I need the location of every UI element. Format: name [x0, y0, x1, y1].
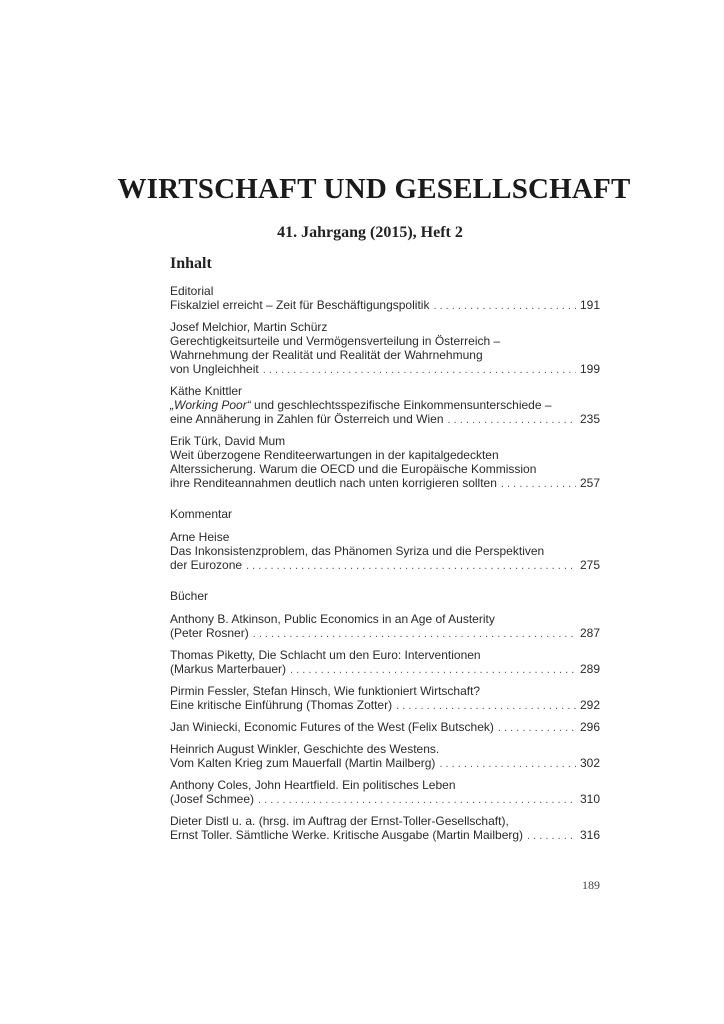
dot-leader — [253, 627, 576, 641]
page-number: 257 — [579, 476, 600, 490]
dot-leader — [448, 413, 576, 427]
section-label-buecher: Bücher — [170, 589, 209, 603]
issue-line: 41. Jahrgang (2015), Heft 2 — [277, 224, 463, 241]
page-number: 292 — [579, 698, 600, 712]
dot-leader — [527, 829, 576, 843]
toc-leader-line — [170, 298, 600, 313]
entry-reviewer: Ernst Toller. Sämtliche Werke. Kritische Ausgabe (Martin Mailberg) — [170, 828, 524, 842]
toc-entry — [170, 530, 600, 573]
page-number: 275 — [579, 558, 600, 572]
entry-title-line — [170, 398, 600, 412]
toc-leader-line — [170, 362, 600, 377]
dot-leader — [258, 793, 576, 807]
entry-title-rest: und geschlechtsspezifische Einkommensunterschiede – — [250, 398, 552, 412]
toc-leader-line — [170, 756, 600, 771]
entry-title-line: Das Inkonsistenzproblem, das Phänomen Syriza und die Perspektiven — [170, 544, 545, 558]
toc-leader-line — [170, 626, 600, 641]
page-number: 235 — [579, 412, 600, 426]
toc-leader-line — [170, 720, 600, 735]
entry-title: der Eurozone — [170, 558, 243, 572]
entry-title-line: Thomas Piketty, Die Schlacht um den Euro: Interventionen — [170, 648, 481, 662]
dot-leader — [501, 477, 576, 491]
toc-leader-line — [170, 412, 600, 427]
toc-leader-line — [170, 476, 600, 491]
toc-leader-line — [170, 792, 600, 807]
entry-reviewer: (Josef Schmee) — [170, 792, 255, 806]
toc-leader-line — [170, 662, 600, 677]
dot-leader — [439, 757, 576, 771]
entry-title-line: Gerechtigkeitsurteile und Vermögensverteilung in Österreich – — [170, 334, 501, 348]
italic-term: „Working Poor“ — [170, 398, 251, 412]
toc-entry — [170, 684, 600, 713]
toc-entry — [170, 384, 600, 427]
toc-leader-line — [170, 828, 600, 843]
toc-leader-line — [170, 558, 600, 573]
toc-entry — [170, 648, 600, 677]
entry-title-line: Heinrich August Winkler, Geschichte des Westens. — [170, 742, 440, 756]
toc-entry — [170, 778, 600, 807]
toc-entry — [170, 434, 600, 491]
journal-title: WIRTSCHAFT UND GESELLSCHAFT — [117, 173, 631, 205]
table-of-contents — [170, 284, 600, 850]
entry-title: eine Annäherung in Zahlen für Österreich und Wien — [170, 412, 444, 426]
entry-title-line: Dieter Distl u. a. (hrsg. im Auftrag der Ernst-Toller-Gesellschaft), — [170, 814, 509, 828]
entry-reviewer: Vom Kalten Krieg zum Mauerfall (Martin Mailberg) — [170, 756, 436, 770]
page-number: 302 — [579, 756, 600, 770]
dot-leader — [433, 299, 576, 313]
dot-leader — [263, 363, 576, 377]
toc-entry — [170, 320, 600, 377]
page-number: 191 — [579, 298, 600, 312]
entry-title: ihre Renditeannahmen deutlich nach unten korrigieren sollten — [170, 476, 497, 490]
entry-title-line: Weit überzogene Renditeerwartungen in der kapitalgedeckten — [170, 448, 499, 462]
toc-entry — [170, 814, 600, 843]
entry-title: Fiskalziel erreicht – Zeit für Beschäftigungspolitik — [170, 298, 430, 312]
entry-title-line: Anthony B. Atkinson, Public Economics in an Age of Austerity — [170, 612, 495, 626]
entry-reviewer: (Markus Marterbauer) — [170, 662, 287, 676]
dot-leader — [246, 559, 576, 573]
entry-authors: Arne Heise — [170, 530, 230, 544]
entry-title-line: Pirmin Fessler, Stefan Hinsch, Wie funktioniert Wirtschaft? — [170, 684, 481, 698]
toc-leader-line — [170, 698, 600, 713]
section-label-kommentar: Kommentar — [170, 507, 233, 521]
page-number: 199 — [579, 362, 600, 376]
entry-title-line: Wahrnehmung der Realität und Realität der Wahrnehmung — [170, 348, 483, 362]
page-number: 287 — [579, 626, 600, 640]
entry-authors: Josef Melchior, Martin Schürz — [170, 320, 328, 334]
entry-title: von Ungleichheit — [170, 362, 259, 376]
entry-reviewer: (Peter Rosner) — [170, 626, 249, 640]
entry-title-line: Anthony Coles, John Heartfield. Ein politisches Leben — [170, 778, 456, 792]
page-number: 289 — [579, 662, 600, 676]
page-number: 310 — [579, 792, 600, 806]
entry-title: Jan Winiecki, Economic Futures of the West (Felix Butschek) — [170, 720, 494, 734]
entry-reviewer: Eine kritische Einführung (Thomas Zotter) — [170, 698, 393, 712]
contents-heading: Inhalt — [170, 255, 212, 272]
toc-entry — [170, 720, 600, 735]
dot-leader — [498, 721, 576, 735]
section-label: Editorial — [170, 284, 214, 298]
toc-entry — [170, 612, 600, 641]
page-number: 296 — [579, 720, 600, 734]
dot-leader — [396, 699, 576, 713]
folio-page-number: 189 — [582, 878, 600, 892]
entry-title-line: Alterssicherung. Warum die OECD und die Europäische Kommission — [170, 462, 537, 476]
toc-entry — [170, 742, 600, 771]
entry-authors: Käthe Knittler — [170, 384, 243, 398]
entry-authors: Erik Türk, David Mum — [170, 434, 286, 448]
dot-leader — [290, 663, 576, 677]
page-number: 316 — [579, 828, 600, 842]
toc-entry-editorial — [170, 284, 600, 313]
